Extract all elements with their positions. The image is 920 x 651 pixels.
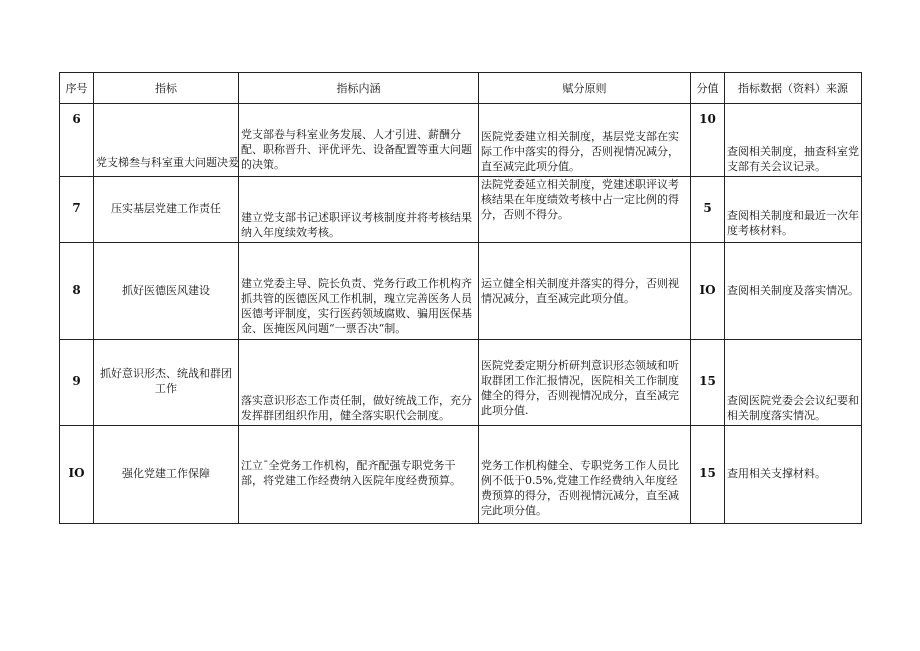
row-indicator: 党支梯叁与科室重大问题决爰 xyxy=(94,104,239,177)
table-row xyxy=(60,104,862,177)
row-number: 9 xyxy=(60,340,94,426)
header-principle: 赋分原则 xyxy=(479,73,691,104)
header-source: 指标数据（资料）来源 xyxy=(725,73,862,104)
row-indicator: 压实基层党建工作责任 xyxy=(94,177,239,243)
row-content: 江立ˉ全党务工作机构，配齐配强专职党务干部，将党建工作经费纳入医院年度经费预算。 xyxy=(239,426,479,524)
table-row xyxy=(60,177,862,243)
row-score: IO xyxy=(691,243,725,340)
row-content: 建立党支部书记述职评议考核制度并将考核结果纳入年度续效考核。 xyxy=(239,177,479,243)
row-principle: 党务工作机构健全、专职党务工作人员比例不低于0.5%,党建工作经费纳入年度经费预算的得分，否则视情沅减分，直至减完此项分值。 xyxy=(479,426,691,524)
row-principle: 医院党委定期分析研判意识形态领域和听取群团工作汇报情况，医院相关工作制度健全的得分，否则视情况成分，直至减完此项分值. xyxy=(479,340,691,426)
header-number: 序号 xyxy=(60,73,94,104)
row-number: 6 xyxy=(60,104,94,177)
header-indicator: 指标 xyxy=(94,73,239,104)
row-content: 建立党委主导、院长负责、党务行政工作机构齐抓共管的医德医风工作机制，瑰立完善医务人员医德考评制度，实行医药领域腐败、骗用医保基金、医掩医风问题“一票否决“制。 xyxy=(239,243,479,340)
row-score: 10 xyxy=(691,104,725,177)
row-number: 8 xyxy=(60,243,94,340)
table-row xyxy=(60,243,862,340)
row-content: 落实意识形态工作责任制，做好统战工作，充分发挥群团组织作用，健全落实职代会制度。 xyxy=(239,340,479,426)
table-header-row xyxy=(60,73,862,104)
row-principle: 法院党委延立相关制度，党建述职评议考核结果在年度绩效考核中占一定比例的得分，否则不得分。 xyxy=(479,177,691,243)
table-row xyxy=(60,340,862,426)
row-indicator: 强化党建工作保障 xyxy=(94,426,239,524)
row-number: 7 xyxy=(60,177,94,243)
row-indicator: 抓好医德医风建设 xyxy=(94,243,239,340)
header-score: 分值 xyxy=(691,73,725,104)
row-content: 党支部卷与科室业务发展、人才引进、薪酬分配、职称晋升、评优评先、设备配置等重大问题的决策。 xyxy=(239,104,479,177)
row-source: 查阅医院党委会会议纪要和相关制度落实情况。 xyxy=(725,340,862,426)
row-indicator: 抓好意识形杰、统战和群团工作 xyxy=(94,340,239,426)
row-number: IO xyxy=(60,426,94,524)
row-source: 查用相关支撑材料。 xyxy=(725,426,862,524)
row-score: 15 xyxy=(691,426,725,524)
row-score: 15 xyxy=(691,340,725,426)
row-principle: 医院党委建立相关制度，基层党支部在实际工作中落实的得分，否则视情况减分，直至减完此项分值。 xyxy=(479,104,691,177)
row-source: 查阅相关制度和最近一次年度考核材料。 xyxy=(725,177,862,243)
row-source: 查阅相关制度及落实情况。 xyxy=(725,243,862,340)
header-content: 指标内涵 xyxy=(239,73,479,104)
evaluation-table xyxy=(59,72,862,524)
row-score: 5 xyxy=(691,177,725,243)
table-row xyxy=(60,426,862,524)
row-principle: 运立健全相关制度并落实的得分，否则视情况减分，直至减完此项分值。 xyxy=(479,243,691,340)
row-source: 查阅相关制度，抽查科室党支部有关会议记录。 xyxy=(725,104,862,177)
